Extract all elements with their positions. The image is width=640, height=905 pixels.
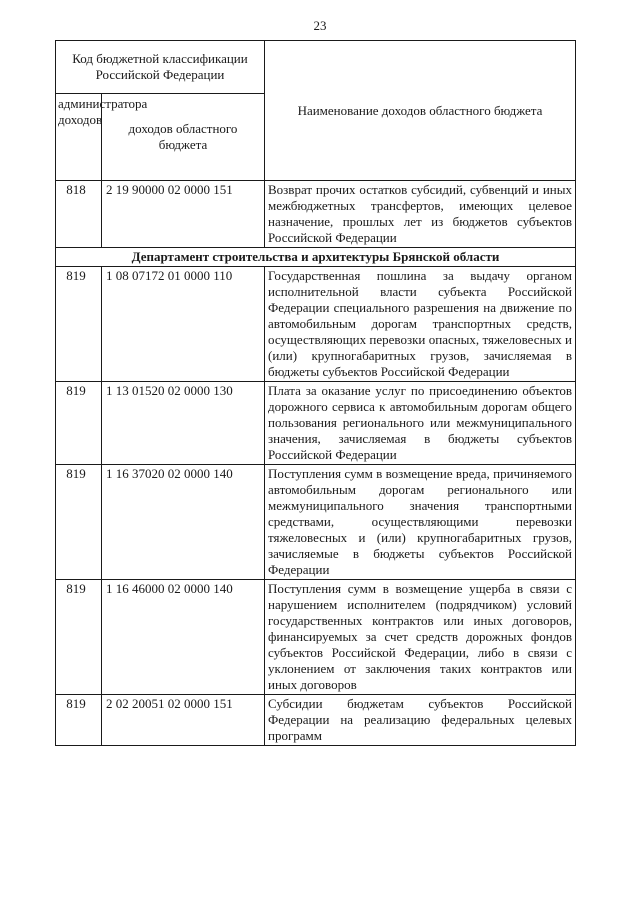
table-row	[56, 695, 576, 746]
admin-code-cell: 819	[56, 695, 102, 746]
budget-code-cell: 1 16 37020 02 0000 140	[102, 465, 265, 580]
income-name-cell: Поступления сумм в возмещение ущерба в связи с нарушением исполнителем (подрядчиком) условий государственных контрактов или иных договоров, финансируемых за счет средств дорожных фондов субъектов Российской Федерации, либо в связи с уклонением от заключения таких контрактов или иных договоров	[265, 580, 576, 695]
department-row	[56, 248, 576, 267]
income-name-cell: Плата за оказание услуг по присоединению объектов дорожного сервиса к автомобильным дорогам общего пользования регионального или межмуниципального значения, зачисляемая в бюджеты субъектов Российской Федерации	[265, 382, 576, 465]
income-column-header: доходов областного бюджета	[102, 94, 265, 181]
table-header-row	[56, 41, 576, 94]
admin-column-header: администратора доходов	[56, 94, 102, 181]
table-row	[56, 181, 576, 248]
table-row	[56, 267, 576, 382]
table-row	[56, 465, 576, 580]
budget-code-cell: 1 08 07172 01 0000 110	[102, 267, 265, 382]
income-name-cell: Возврат прочих остатков субсидий, субвенций и иных межбюджетных трансфертов, имеющих целевое назначение, прошлых лет из бюджетов субъектов Российской Федерации	[265, 181, 576, 248]
admin-code-cell: 819	[56, 465, 102, 580]
budget-code-cell: 2 02 20051 02 0000 151	[102, 695, 265, 746]
budget-code-cell: 2 19 90000 02 0000 151	[102, 181, 265, 248]
admin-code-cell: 819	[56, 382, 102, 465]
income-name-cell: Поступления сумм в возмещение вреда, причиняемого автомобильным дорогам регионального или межмуниципального значения транспортными средствами, осуществляющими перевозки тяжеловесных и (или) крупногабаритных грузов, зачисляемые в бюджеты субъектов Российской Федерации	[265, 465, 576, 580]
income-name-cell: Субсидии бюджетам субъектов Российской Федерации на реализацию федеральных целевых программ	[265, 695, 576, 746]
admin-code-cell: 819	[56, 267, 102, 382]
income-name-cell: Государственная пошлина за выдачу органом исполнительной власти субъекта Российской Федерации специального разрешения на движение по автомобильным дорогам транспортных средств, осуществляющих перевозки опасных, тяжеловесных и (или) крупногабаритных грузов, зачисляемая в бюджеты субъектов Российской Федерации	[265, 267, 576, 382]
table-row	[56, 382, 576, 465]
name-column-header: Наименование доходов областного бюджета	[265, 41, 576, 181]
budget-code-cell: 1 16 46000 02 0000 140	[102, 580, 265, 695]
budget-classification-table	[55, 40, 576, 746]
department-heading: Департамент строительства и архитектуры Брянской области	[56, 248, 576, 267]
kbk-group-header: Код бюджетной классификации Российской Федерации	[56, 41, 265, 94]
budget-code-cell: 1 13 01520 02 0000 130	[102, 382, 265, 465]
admin-code-cell: 819	[56, 580, 102, 695]
table-row	[56, 580, 576, 695]
page-number: 23	[313, 18, 327, 33]
admin-code-cell: 818	[56, 181, 102, 248]
